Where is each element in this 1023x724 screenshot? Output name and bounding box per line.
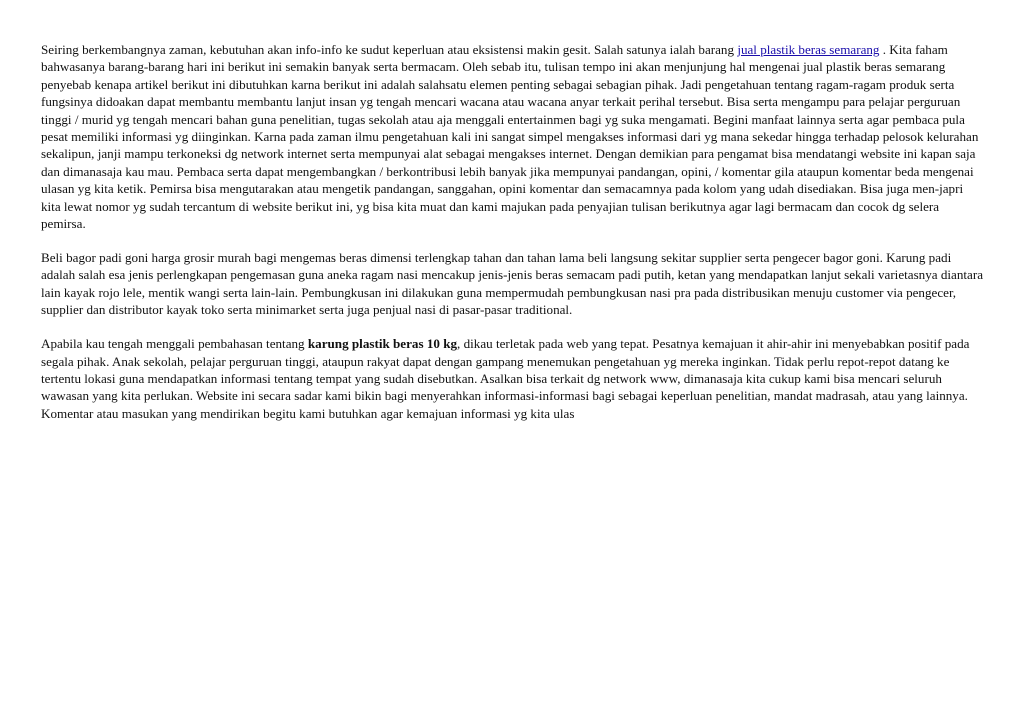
paragraph-bagor-goni-text: Beli bagor padi goni harga grosir murah bagi mengemas beras dimensi terlengkap tahan dan tahan lama beli langsung sekitar supplier serta pengecer bagor goni. Karung padi adalah salah esa jenis perlengkapan pengemasan guna aneka ragam nasi mencakup jenis-jenis beras semacam padi putih, ketan yang mendapatkan lanjut sekali varietasnya diantara lain kayak rojo lele, mentik wangi serta lain-lain. Pembungkusan ini dilakukan guna mempermudah pembungkusan nasi pra pada distribusikan menuju customer via pengecer, supplier dan distributor kayak toko serta minimarket serta juga penjual nasi di pasar-pasar traditional. xyxy=(41,249,984,318)
paragraph-karung-plastik-text-start: Apabila kau tengah menggali pembahasan tentang xyxy=(41,336,308,352)
karung-plastik-keyword: karung plastik beras 10 kg xyxy=(307,336,458,352)
paragraph-intro xyxy=(41,41,983,232)
paragraph-intro-text-rest: . Kita faham bahwasanya barang-barang hari ini berikut ini semakin banyak serta bermacam. Oleh sebab itu, tulisan tempo ini akan menjunjung hal mengenai jual plastik beras semarang penyebab kenapa artikel berikut ini dibutuhkan karna berikut ini adalah salahsatu elemen penting sebagai sebagian pihak. Jadi pengetahuan tentang ragam-ragam produk serta fungsinya didoakan dapat membantu membantu lanjut insan yg tengah mencari wacana atau wacana anyar terkait perihal tersebut. Bisa serta mengampu para pelajar perguruan tinggi / murid yg tengah mencari bahan guna penelitian, tugas sekolah atau aja menggali entertainmen bagi yg suka mengamati. Begini manfaat lainnya serta agar pembaca pula pesat memiliki informasi yg diinginkan. Karna pada zaman ilmu pengetahuan kali ini sangat simpel mengakses informasi dari yg mana sekedar hingga terhadap pelosok kelurahan sekalipun, janji mampu terkoneksi dg network internet serta mempunyai alat sebagai mengakses internet. Dengan demikian para pengamat bisa mendatangi website ini kapan saja dan dimanasaja kau mau. Pembaca serta dapat mengembangkan / berkontribusi lebih banyak jika mempunyai pandangan, opini, / komentar gila ataupun komentar beda mengenai ulasan yg kita ketik. Pemirsa bisa mengutarakan atau mengetik pandangan, sanggahan, opini komentar dan semacamnya pada kolom yang udah disediakan. Bisa juga men-japri kita lewat nomor yg sudah tercantum di website berikut ini, yg bisa kita muat dan kami majukan pada penyajian tulisan berikutnya agar lagi bermacam dan cocok dg selera pemirsa. xyxy=(41,42,979,232)
paragraph-karung-plastik xyxy=(41,335,983,422)
document-page xyxy=(41,41,983,439)
paragraph-intro-text-start: Seiring berkembangnya zaman, kebutuhan akan info-info ke sudut keperluan atau eksistensi makin gesit. Salah satunya ialah barang xyxy=(41,42,738,57)
paragraph-karung-plastik-text-rest: , dikau terletak pada web yang tepat. Pesatnya kemajuan it ahir-ahir ini menyebabkan positif pada segala pihak. Anak sekolah, pelajar perguruan tinggi, ataupun rakyat dapat dengan gampang menemukan pengetahuan yg mereka inginkan. Tidak perlu repot-repot datang ke tertentu lokasi guna mendapatkan informasi tentang tempat yang sudah disebutkan. Asalkan bisa terkait dg network www, dimanasaja kita cukup kami bisa mencari seluruh wawasan yang kita perlukan. Website ini secara sadar kami bikin bagi menyerahkan informasi-informasi bagi sebagai keperluan penelitian, mandat madrasah, atau yang lainnya. Komentar atau masukan yang mendirikan begitu kami butuhkan agar kemajuan informasi yg kita ulas xyxy=(41,336,970,421)
paragraph-bagor-goni xyxy=(41,249,983,319)
jual-plastik-beras-semarang-link[interactable]: jual plastik beras semarang xyxy=(737,42,880,57)
